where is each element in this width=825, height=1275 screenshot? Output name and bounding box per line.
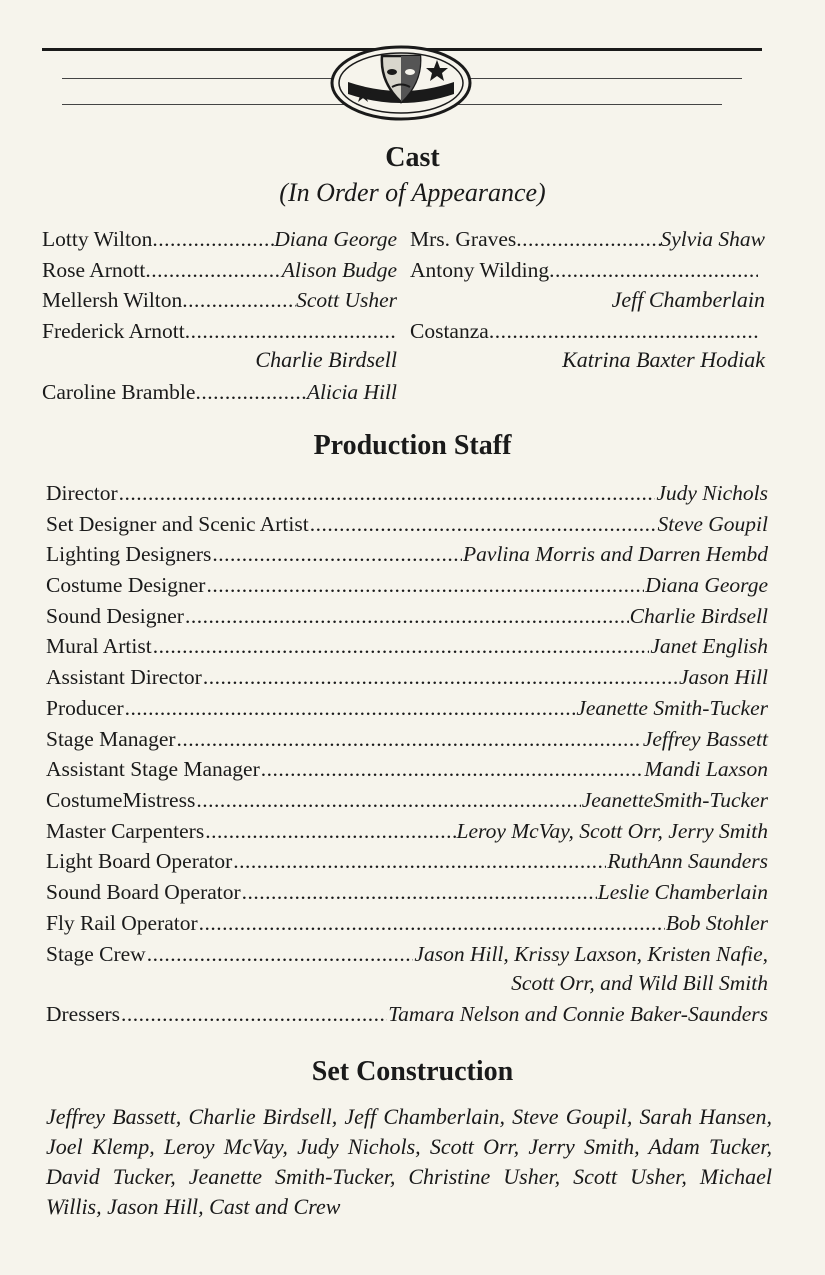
- staff-name: RuthAnn Saunders: [607, 849, 768, 873]
- staff-name: Leroy McVay, Scott Orr, Jerry Smith: [456, 819, 768, 843]
- staff-row: [46, 818, 768, 844]
- staff-name-continued: Scott Orr, and Wild Bill Smith: [511, 971, 768, 995]
- cast-subheading: (In Order of Appearance): [279, 178, 546, 207]
- staff-row: [46, 480, 768, 506]
- cast-role: Lotty Wilton: [42, 227, 153, 251]
- staff-row: [46, 541, 768, 567]
- staff-role: Assistant Stage Manager: [46, 757, 260, 781]
- staff-name: Jeffrey Bassett: [642, 727, 768, 751]
- staff-role: Light Board Operator: [46, 849, 233, 873]
- staff-name: Pavlina Morris and Darren Hembd: [463, 542, 768, 566]
- staff-row: [46, 787, 768, 813]
- staff-name: Steve Goupil: [657, 512, 768, 536]
- cast-entry-4: [42, 318, 397, 344]
- staff-role: Assistant Director: [46, 665, 202, 689]
- cast-actor: Scott Usher: [296, 288, 397, 312]
- cast-entry-8: [410, 318, 758, 344]
- staff-name: Judy Nichols: [656, 481, 768, 505]
- staff-role: Fly Rail Operator: [46, 911, 198, 935]
- cast-actor: Sylvia Shaw: [660, 227, 765, 251]
- cast-role: Mrs. Graves: [410, 227, 517, 251]
- staff-name: Diana George: [645, 573, 768, 597]
- cast-role: Costanza: [410, 319, 489, 343]
- cast-actor: Alison Budge: [281, 258, 397, 282]
- staff-row: [46, 664, 768, 690]
- staff-role: Sound Board Operator: [46, 880, 241, 904]
- production-staff-heading: Production Staff: [313, 430, 512, 461]
- cast-entry-3: [42, 287, 397, 313]
- staff-role: Master Carpenters: [46, 819, 205, 843]
- staff-row: [46, 572, 768, 598]
- staff-name: Charlie Birdsell: [629, 604, 768, 628]
- staff-role: Stage Crew: [46, 942, 146, 966]
- staff-row: [46, 910, 768, 936]
- staff-name: Jeanette Smith-Tucker: [576, 696, 768, 720]
- staff-role: Set Designer and Scenic Artist: [46, 512, 309, 536]
- cast-actor: Alicia Hill: [306, 380, 397, 404]
- cast-actor: Jeff Chamberlain: [611, 287, 765, 312]
- staff-role: Stage Manager: [46, 727, 176, 751]
- staff-row: [46, 633, 768, 659]
- cast-role: Caroline Bramble: [42, 380, 196, 404]
- staff-name: Jason Hill: [679, 665, 768, 689]
- staff-role: Producer: [46, 696, 124, 720]
- staff-row: [46, 848, 768, 874]
- staff-name: JeanetteSmith-Tucker: [581, 788, 768, 812]
- theater-masks-emblem-icon: [330, 42, 472, 124]
- cast-role: Mellersh Wilton: [42, 288, 183, 312]
- cast-entry-2: [42, 257, 397, 283]
- set-construction-names: Jeffrey Bassett, Charlie Birdsell, Jeff Chamberlain, Steve Goupil, Sarah Hansen, Joel Klemp, Leroy McVay, Judy Nichols, Scott Orr, Jerry Smith, Adam Tucker, David Tucker, Jeanette Smith-Tucker, Christine Usher, Scott Usher, Michael Willis, Jason Hill, Cast and Crew: [46, 1104, 772, 1219]
- cast-actor: Charlie Birdsell: [255, 347, 397, 372]
- staff-name: Bob Stohler: [665, 911, 768, 935]
- cast-entry-7: [410, 257, 758, 283]
- staff-role: Lighting Designers: [46, 542, 212, 566]
- cast-role: Antony Wilding: [410, 258, 550, 282]
- staff-row: [46, 511, 768, 537]
- staff-row: [46, 879, 768, 905]
- staff-row: [46, 695, 768, 721]
- staff-name: Tamara Nelson and Connie Baker-Saunders: [388, 1002, 768, 1026]
- staff-row: [46, 603, 768, 629]
- staff-role: Director: [46, 481, 118, 505]
- staff-row: [46, 941, 768, 967]
- staff-name: Jason Hill, Krissy Laxson, Kristen Nafie,: [414, 942, 768, 966]
- staff-name: Janet English: [650, 634, 768, 658]
- staff-role: Mural Artist: [46, 634, 152, 658]
- staff-row: [46, 726, 768, 752]
- set-construction-heading: Set Construction: [311, 1056, 514, 1087]
- staff-role: CostumeMistress: [46, 788, 196, 812]
- cast-entry-6: [410, 226, 765, 252]
- cast-entry-5: [42, 379, 397, 405]
- staff-role: Dressers: [46, 1002, 121, 1026]
- cast-actor: Katrina Baxter Hodiak: [562, 347, 765, 372]
- cast-actor: Diana George: [274, 227, 397, 251]
- staff-role: Sound Designer: [46, 604, 184, 628]
- staff-name: Mandi Laxson: [644, 757, 768, 781]
- cast-role: Rose Arnott: [42, 258, 146, 282]
- cast-entry-1: [42, 226, 397, 252]
- staff-name: Leslie Chamberlain: [597, 880, 768, 904]
- staff-role: Costume Designer: [46, 573, 206, 597]
- staff-row: [46, 756, 768, 782]
- staff-row: [46, 1001, 768, 1027]
- cast-role: Frederick Arnott: [42, 319, 185, 343]
- cast-heading: Cast: [385, 142, 440, 173]
